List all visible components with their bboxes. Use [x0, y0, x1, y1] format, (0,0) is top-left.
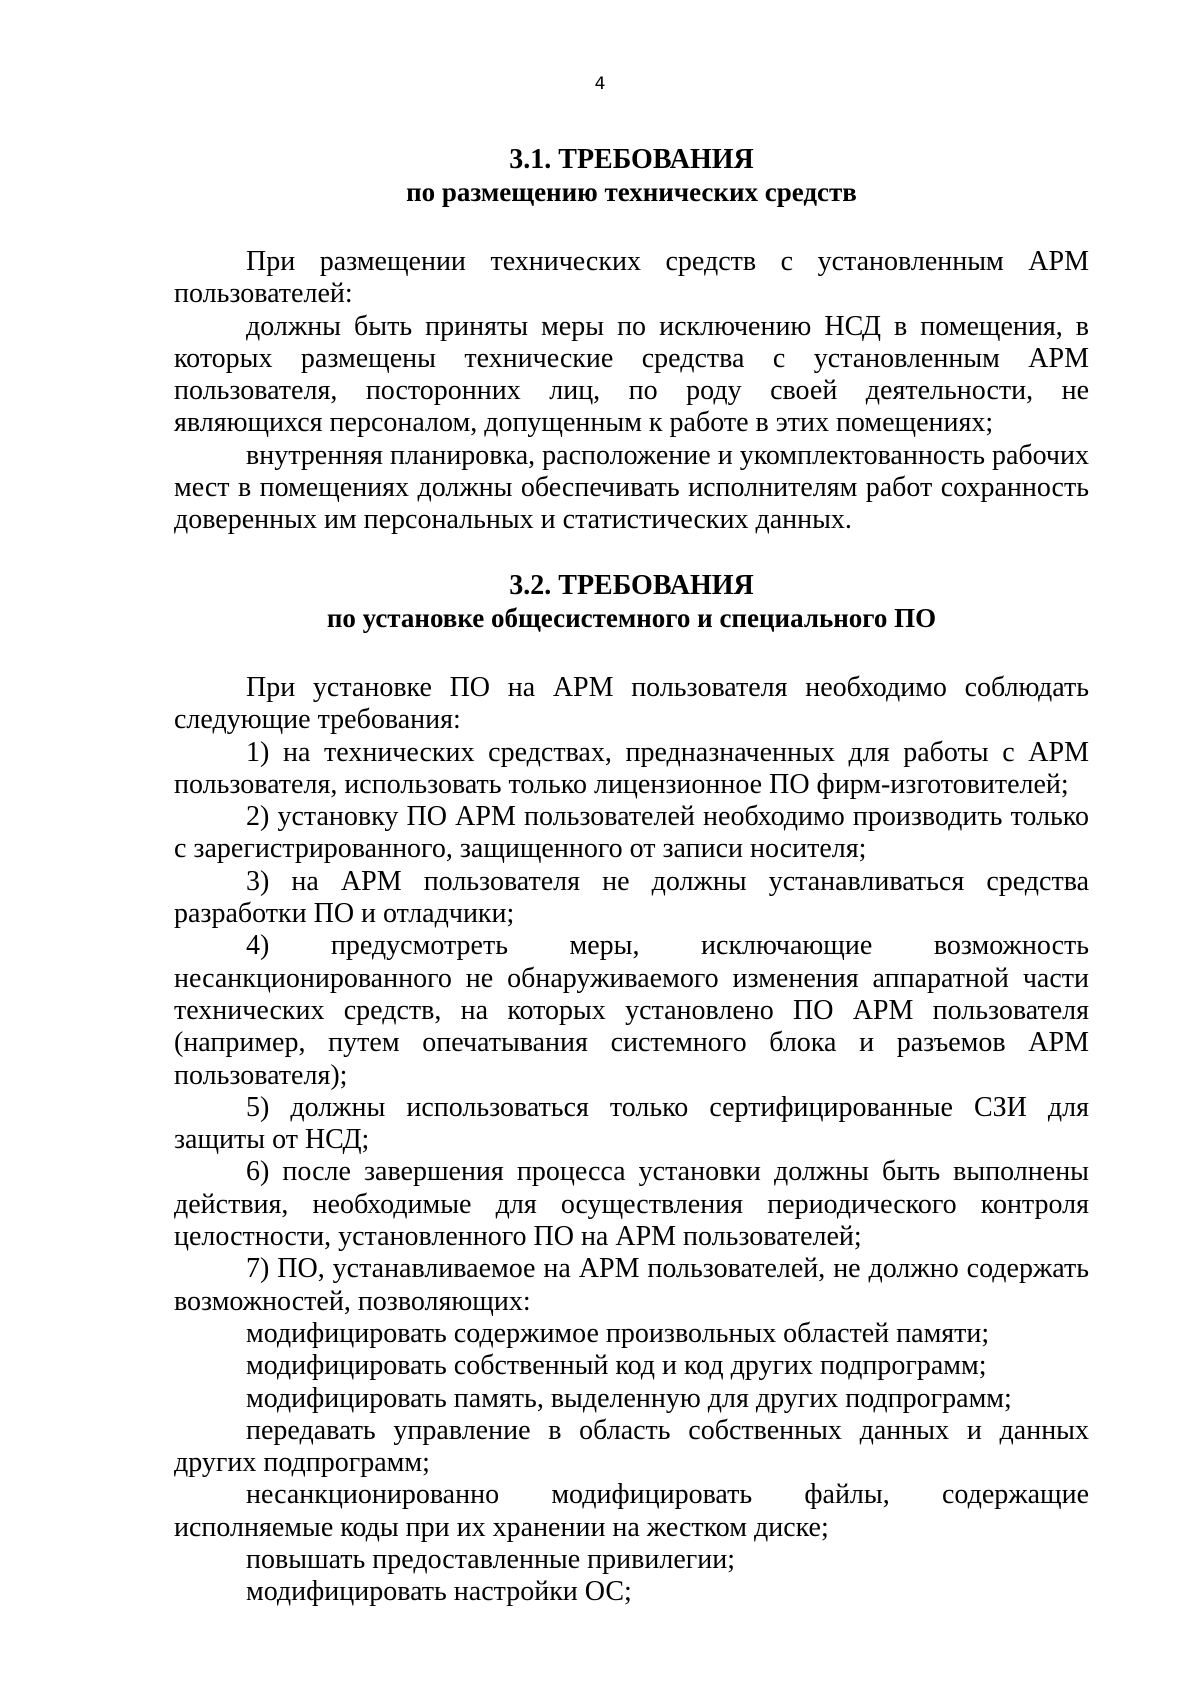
sub-list-item: повышать предоставленные привилегии;: [246, 1544, 735, 1576]
paragraph: внутренняя планировка, расположение и укомплектованность рабочих мест в помещениях должны обеспечивать исполнителям работ сохранность доверенных им персональных и статистических данных.: [174, 439, 1089, 536]
sub-list-item: модифицировать собственный код и код других подпрограмм;: [246, 1350, 987, 1382]
list-item: 6) после завершения процесса установки должны быть выполнены действия, необходимые для осуществления периодического контроля целостности, установленного ПО на АРМ пользователей;: [174, 1156, 1089, 1253]
section-body-3-2: [174, 672, 1089, 1609]
paragraph: При размещении технических средств с установленным АРМ пользователей:: [174, 246, 1089, 310]
section-title: 3.2. ТРЕБОВАНИЯ: [509, 570, 754, 601]
paragraph: При установке ПО на АРМ пользователя необходимо соблюдать следующие требования:: [174, 672, 1089, 736]
list-item: 2) установку ПО АРМ пользователей необходимо производить только с зарегистрированного, защищенного от записи носителя;: [174, 801, 1089, 865]
list-item: 3) на АРМ пользователя не должны устанавливаться средства разработки ПО и отладчики;: [174, 865, 1089, 930]
sub-list-item: передавать управление в область собственных данных и данных других подпрограмм;: [174, 1414, 1089, 1479]
section-heading-3-2: [174, 570, 1089, 634]
page-number: 4: [594, 74, 606, 94]
sub-list-item: модифицировать память, выделенную для других подпрограмм;: [246, 1382, 1012, 1414]
sub-list-item: модифицировать настройки ОС;: [246, 1576, 632, 1608]
sub-list-item: несанкционированно модифицировать файлы, содержащие исполняемые коды при их хранении на жестком диске;: [174, 1479, 1089, 1543]
list-item: 5) должны использоваться только сертифицированные СЗИ для защиты от НСД;: [174, 1091, 1089, 1156]
list-item: 7) ПО, устанавливаемое на АРМ пользователей, не должно содержать возможностей, позволяющих:: [174, 1253, 1089, 1317]
sub-list-item: модифицировать содержимое произвольных областей памяти;: [246, 1317, 990, 1349]
paragraph: должны быть приняты меры по исключению НСД в помещения, в которых размещены технические средства с установленным АРМ пользователя, посторонних лиц, по роду своей деятельности, не являющихся персоналом, допущенным к работе в этих помещениях;: [174, 310, 1089, 439]
section-heading-3-1: [174, 144, 1089, 208]
list-item: 4) предусмотреть меры, исключающие возможность несанкционированного не обнаруживаемого изменения аппаратной части технических средств, на которых установлено ПО АРМ пользователя (например, путем опечатывания системного блока и разъемов АРМ пользователя);: [174, 930, 1089, 1091]
section-subtitle: по размещению технических средств: [406, 177, 857, 207]
section-body-3-1: [174, 246, 1089, 537]
section-title: 3.1. ТРЕБОВАНИЯ: [509, 144, 754, 175]
section-subtitle: по установке общесистемного и специального ПО: [326, 603, 937, 633]
list-item: 1) на технических средствах, предназначенных для работы с АРМ пользователя, использовать только лицензионное ПО фирм-изготовителей;: [174, 736, 1089, 800]
